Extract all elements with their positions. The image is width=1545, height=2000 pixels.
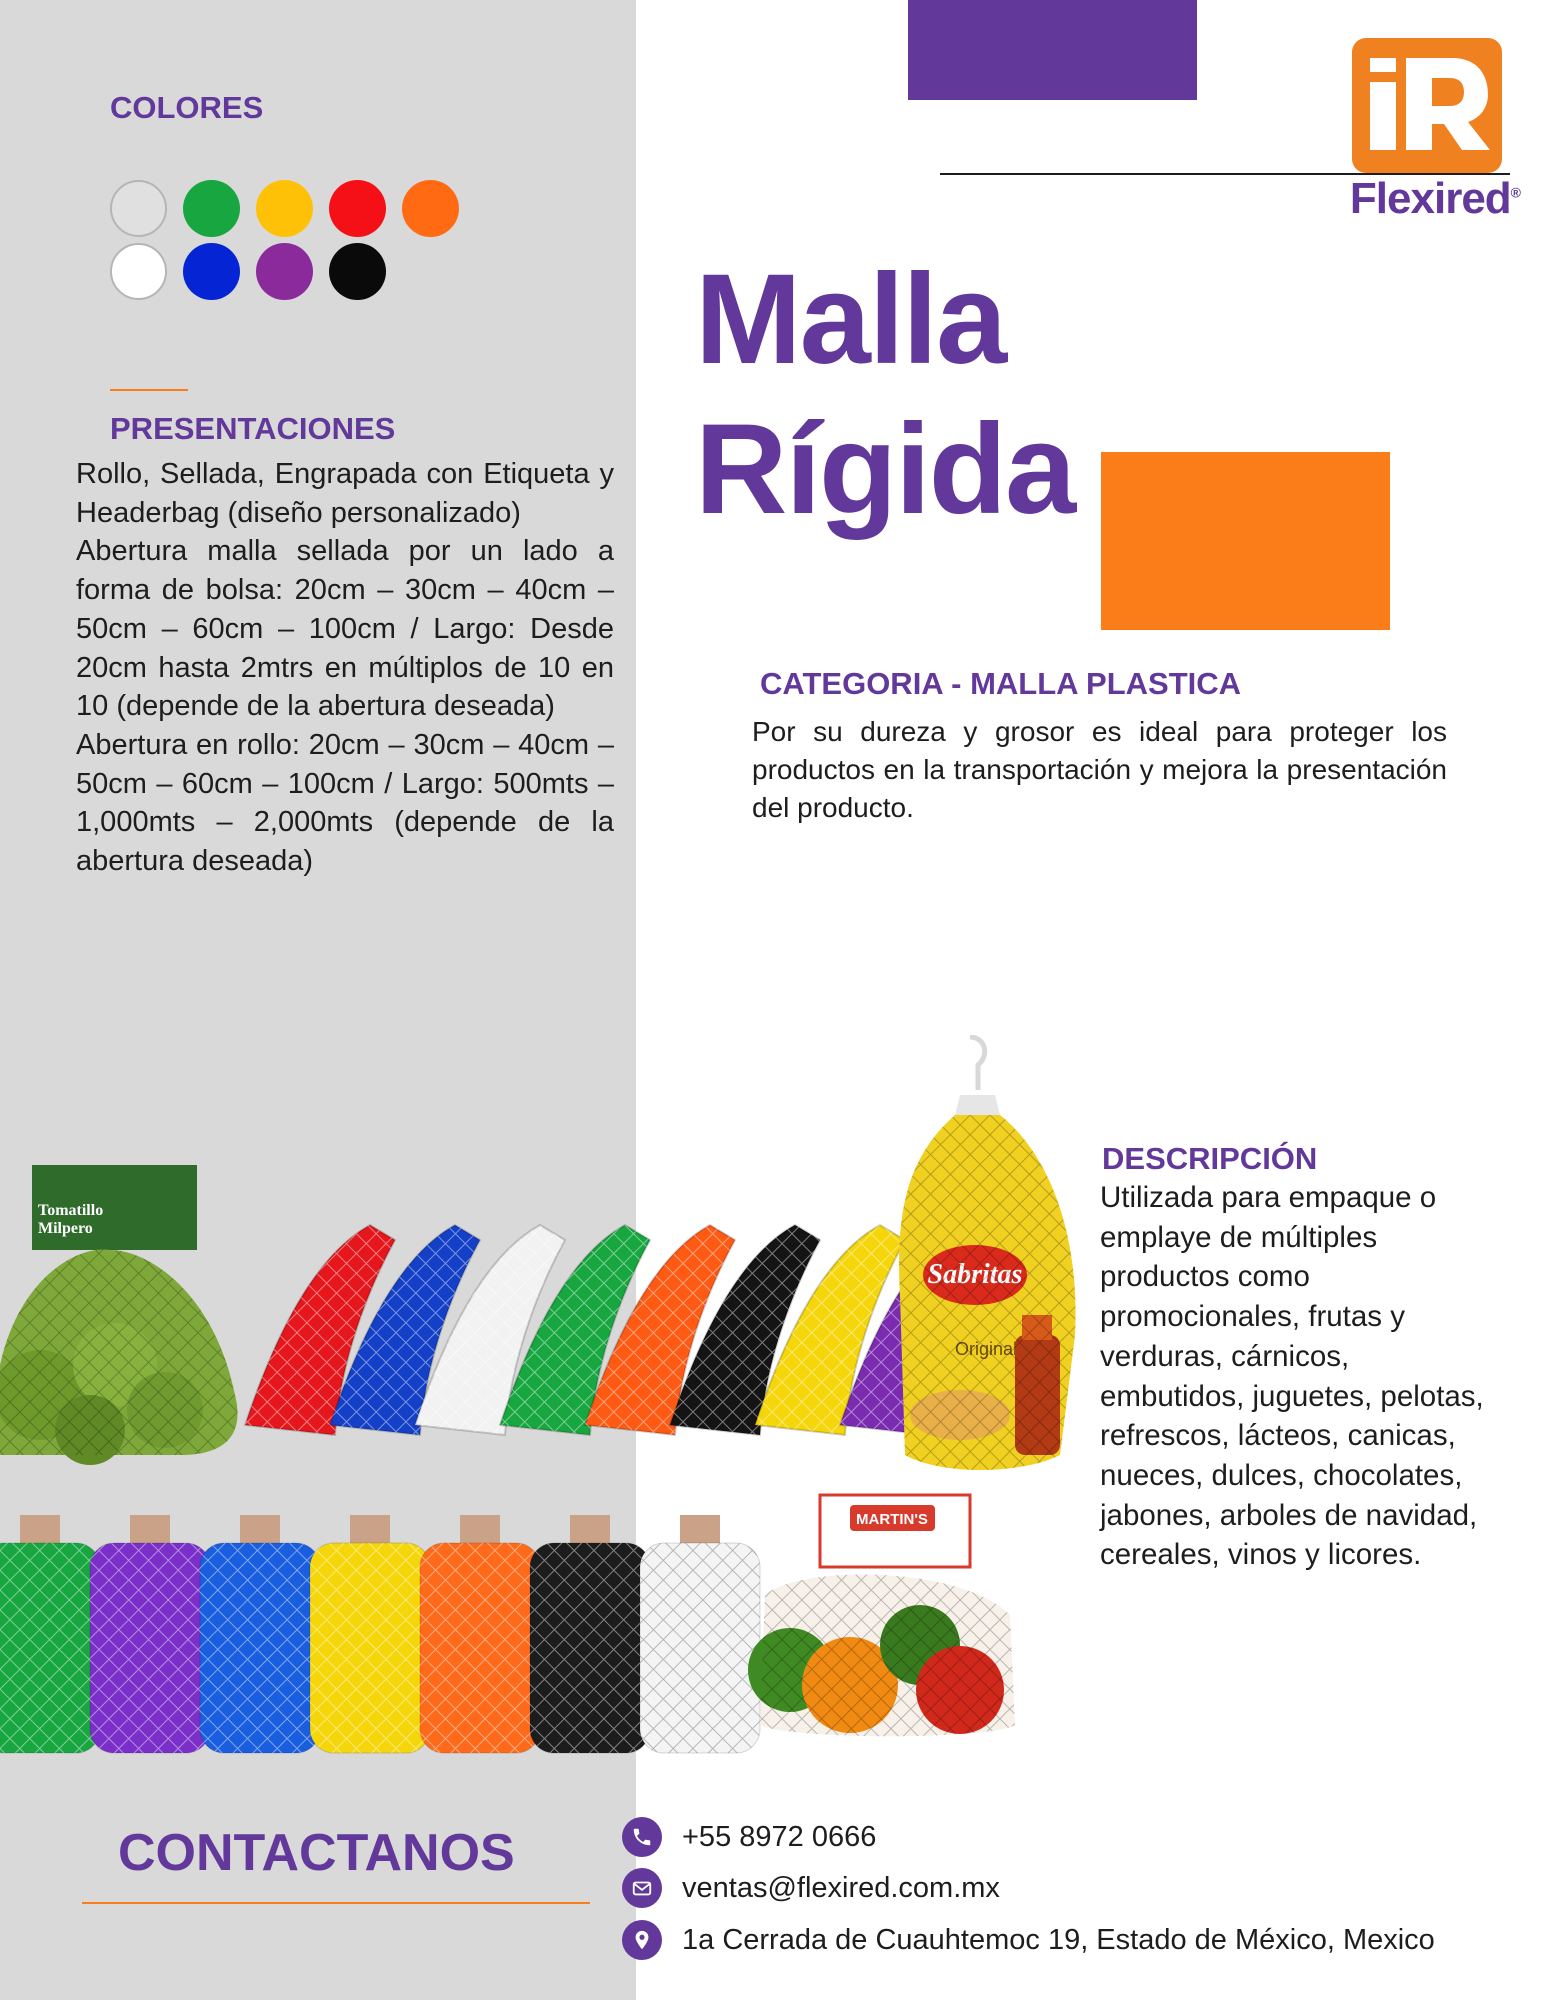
registered-mark: ®: [1510, 184, 1520, 201]
peppers-bag: [748, 1495, 1015, 1736]
orange-accent-block: [1101, 452, 1390, 630]
tomatillo-label-line-2: Milpero: [38, 1220, 93, 1237]
phone-icon: [622, 1817, 662, 1857]
contact-phone[interactable]: [622, 1815, 876, 1859]
email-icon: [622, 1868, 662, 1908]
chips-bag: [899, 1037, 1075, 1470]
purple-accent-bar: [908, 0, 1197, 100]
section-accent-line: [110, 389, 188, 391]
location-pin-icon: [622, 1920, 662, 1960]
email-text: ventas@flexired.com.mx: [682, 1871, 1000, 1904]
color-swatch: [183, 180, 240, 237]
net-spool: [200, 1515, 320, 1753]
color-swatch: [110, 180, 167, 237]
page-title: [695, 245, 1074, 545]
net-spool: [90, 1515, 210, 1753]
color-swatches: [110, 180, 530, 300]
presentaciones-paragraph: Rollo, Sellada, Engrapada con Etiqueta y Headerbag (diseño personalizado): [76, 458, 614, 529]
contact-email[interactable]: [622, 1866, 1000, 1910]
color-swatch: [256, 243, 313, 300]
descripcion-heading: DESCRIPCIÓN: [1102, 1141, 1318, 1176]
contact-address[interactable]: [622, 1918, 1435, 1962]
contact-divider: [82, 1902, 590, 1904]
net-bundles: [245, 1225, 990, 1435]
phone-text: +55 8972 0666: [682, 1820, 877, 1853]
color-swatch: [329, 180, 386, 237]
color-swatch: [402, 180, 459, 237]
net-spool: [640, 1515, 760, 1753]
net-spool: [0, 1515, 100, 1753]
net-spool: [530, 1515, 650, 1753]
presentaciones-paragraph: Abertura en rollo: 20cm – 30cm – 40cm – 50cm – 60cm – 100cm / Largo: 500mts – 1,000mts – 2,000mts (depende de la abertura deseada): [76, 728, 614, 878]
descripcion-body: Utilizada para empaque o emplaye de múltiples productos como promocionales, frutas y verduras, cárnicos, embutidos, juguetes, pelotas, refrescos, lácteos, canicas, nueces, dulces, chocolates, jabones, arboles de navidad, cereales, vinos y licores.: [1100, 1181, 1484, 1572]
flexired-logo-icon: [1352, 38, 1502, 173]
presentaciones-heading: PRESENTACIONES: [110, 411, 396, 446]
product-photo-collage: [0, 1035, 1100, 1765]
peppers-brand-label: MARTIN'S: [856, 1511, 928, 1528]
color-swatch: [183, 243, 240, 300]
colores-heading: COLORES: [110, 90, 264, 125]
page-title-line-1: Malla: [695, 248, 1006, 391]
brand-name: [1330, 174, 1520, 224]
contact-heading: CONTACTANOS: [118, 1824, 515, 1882]
tomatillo-label-line-1: Tomatillo: [38, 1202, 104, 1219]
page-title-line-2: Rígida: [695, 397, 1075, 541]
address-text: 1a Cerrada de Cuauhtemoc 19, Estado de México, Mexico: [682, 1923, 1435, 1956]
net-spools: [0, 1515, 760, 1753]
presentaciones-paragraph: Abertura malla sellada por un lado a forma de bolsa: 20cm – 30cm – 40cm – 50cm – 60cm – 100cm / Largo: Desde 20cm hasta 2mtrs en múltiplos de 10 en 10 (depende de la abertura deseada): [76, 535, 614, 723]
categoria-body: Por su dureza y grosor es ideal para proteger los productos en la transportación y mejora la presentación del producto.: [752, 716, 1447, 823]
color-swatch: [329, 243, 386, 300]
brand-name-text: Flexired: [1349, 174, 1511, 223]
net-spool: [420, 1515, 540, 1753]
net-spool: [310, 1515, 430, 1753]
tomatillo-bag: [0, 1165, 238, 1465]
color-swatch: [256, 180, 313, 237]
categoria-heading: CATEGORIA - MALLA PLASTICA: [760, 666, 1242, 701]
presentaciones-body: [76, 455, 614, 881]
color-swatch: [110, 243, 167, 300]
